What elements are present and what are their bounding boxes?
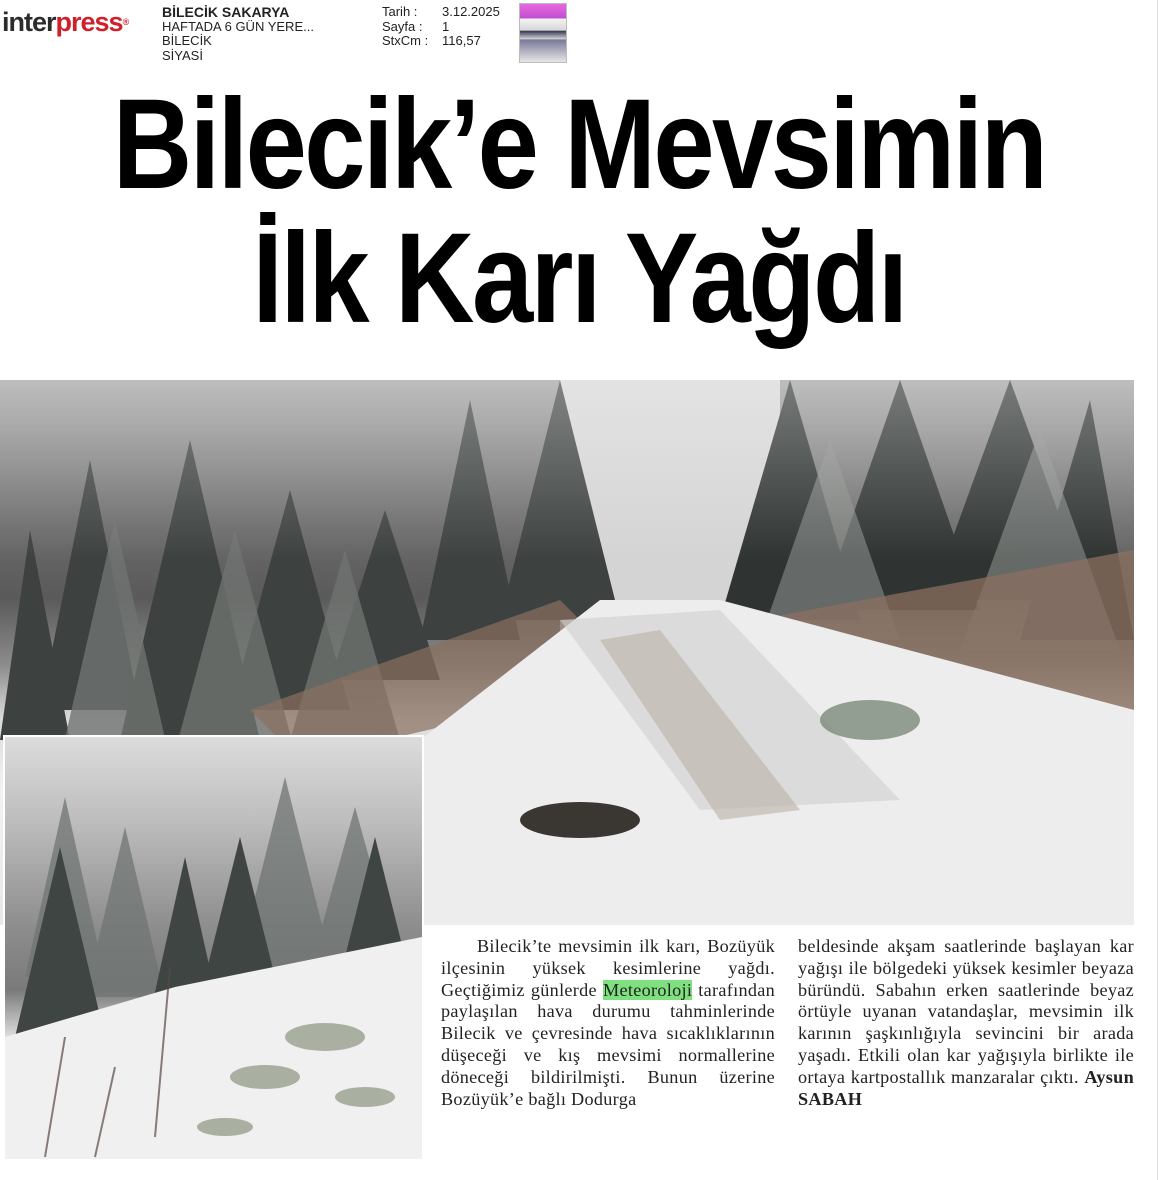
clipping-meta-left: [162, 5, 362, 63]
page-label: Sayfa :: [382, 18, 423, 34]
headline-line-2: İlk Karı Yağdı: [252, 207, 906, 350]
body-text-1: Bilecik’te mevsimin ilk karı, Bozüyük ilçesinin yüksek kesimlerine yağdı. Geçtiğimiz günlerde: [441, 936, 775, 1000]
logo-text-inter: inter: [2, 7, 56, 37]
stxcm-row: [382, 34, 500, 49]
page-value: 1: [442, 18, 450, 34]
publication-frequency: HAFTADA 6 GÜN YERE...: [162, 18, 314, 34]
publication-city: BİLECİK: [162, 33, 212, 48]
publication-category: SİYASİ: [162, 47, 203, 63]
date-label: Tarih :: [382, 4, 418, 19]
article-body-column-2: [798, 936, 1134, 1110]
inset-photo-snowy-hillside: [3, 735, 424, 1161]
stxcm-label: StxCm :: [382, 33, 429, 48]
author-name: Aysun SABAH: [798, 1066, 1134, 1109]
logo-text-press: press: [55, 7, 123, 37]
body-text-3: beldesinde akşam saatlerinde başlayan kar yağışı ile bölgedeki yüksek kesimler beyaza büründü. Sabahın erken saatlerinde beyaz örtüyle uyanan vatandaşlar, mevsimin ilk karının şaşkınlığıyla sevincini bir arada yaşadı. Etkili olan kar yağışıyla birlikte ile ortaya kartpostallık manzaralar çıktı.: [798, 936, 1134, 1087]
page-row: [382, 20, 500, 35]
date-value: 3.12.2025: [442, 4, 500, 19]
logo-registered-mark: ®: [122, 17, 129, 27]
headline: [81, 73, 1077, 350]
keyword-highlight-meteoroloji: Meteoroloji: [603, 979, 693, 1000]
headline-line-1: Bilecik’e Mevsimin: [112, 73, 1046, 216]
stxcm-value: 116,57: [442, 33, 481, 48]
body-text-2: tarafından paylaşılan hava durumu tahminlerinde Bilecik ve çevresinde hava sıcaklıklarının düşeceği ve kış mevsimi normallerine döneceği bildirilmişti. Bunun üzerine Bozüyük’e bağlı Dodurga: [441, 979, 775, 1109]
interpress-logo: [2, 4, 128, 40]
date-row: [382, 5, 500, 20]
publication-name: BİLECİK SAKARYA: [162, 4, 290, 20]
article-body-column-1: [441, 936, 775, 1110]
clipping-meta-right: [382, 5, 500, 49]
newspaper-page-thumbnail[interactable]: [519, 3, 567, 63]
